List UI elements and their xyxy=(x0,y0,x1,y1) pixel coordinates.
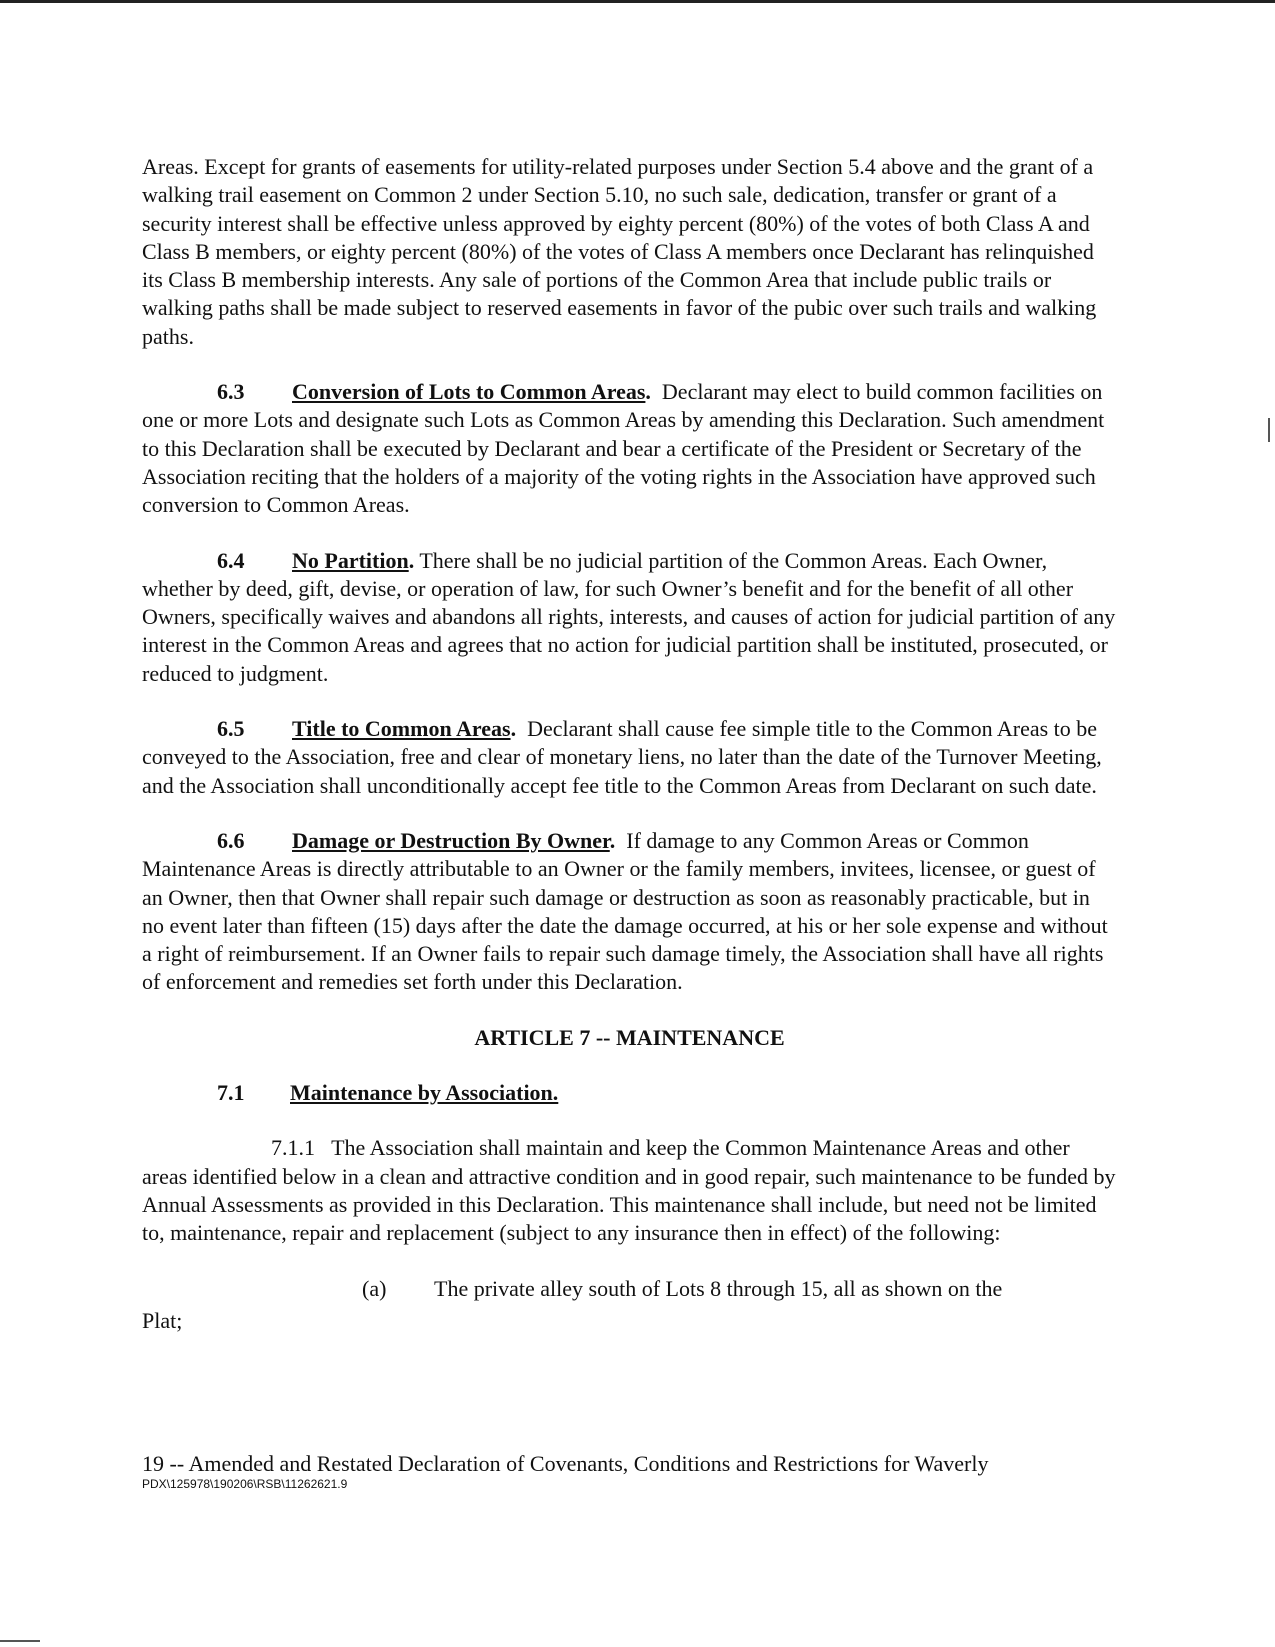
section-title: Conversion of Lots to Common Areas xyxy=(292,379,646,405)
section-6-6: 6.6 Damage or Destruction By Owner. If damage to any Common Areas or Common Maintenance Areas is directly attributable to an Owner or the family members, invitees, licensee, or guest of an Owner, then that Owner shall repair such damage or destruction as soon as reasonably practicable, but in no event later than fifteen (15) days after the date the damage occurred, at his or her sole expense and without a right of reimbursement. If an Owner fails to repair such damage timely, the Association shall have all rights of enforcement and remedies set forth under this Declaration. xyxy=(142,827,1108,995)
item-a-continuation: Plat; xyxy=(142,1307,183,1333)
section-title: Maintenance by Association. xyxy=(290,1080,559,1106)
section-body: Declarant shall cause fee simple title to the Common Areas to be conveyed to the Association, free and clear of monetary liens, no later than the date of the Turnover Meeting, and the Association shall unconditionally accept fee title to the Common Areas from Declarant on such date. xyxy=(142,716,1102,798)
section-number: 6.4 xyxy=(217,547,245,573)
item-a xyxy=(142,1275,1117,1303)
section-6-3: 6.3 Conversion of Lots to Common Areas. Declarant may elect to build common facilities on one or more Lots and designate such Lots as Common Areas by amending this Declaration. Such amendment to this Declaration shall be executed by Declarant and bear a certificate of the President or Secretary of the Association reciting that the holders of a majority of the voting rights in the Association have approved such conversion to Common Areas. xyxy=(142,379,1105,518)
article-heading: ARTICLE 7 -- MAINTENANCE xyxy=(474,1024,785,1050)
subsection-number: 7.1.1 xyxy=(271,1135,315,1161)
section-body: There shall be no judicial partition of the Common Areas. Each Owner, whether by deed, gift, devise, or operation of law, for such Owner’s benefit and for the benefit of all other Owners, specifically waives and abandons all rights, interests, and causes of action for judicial partition of any interest in the Common Areas and agrees that no action for judicial partition shall be instituted, prosecuted, or reduced to judgment. xyxy=(142,547,1116,686)
footer-document-id: PDX\125978\190206\RSB\11262621.9 xyxy=(142,1477,348,1491)
item-text: The private alley south of Lots 8 through 15, all as shown on the xyxy=(434,1275,1003,1301)
section-body: Declarant may elect to build common facilities on one or more Lots and designate such Lots as Common Areas by amending this Declaration. Such amendment to this Declaration shall be executed by Declarant and bear a certificate of the President or Secretary of the Association reciting that the holders of a majority of the voting rights in the Association have approved such conversion to Common Areas. xyxy=(142,379,1105,518)
document-page xyxy=(142,153,1117,1335)
intro-paragraph: Areas. Except for grants of easements for utility-related purposes under Section 5.4 above and the grant of a walking trail easement on Common 2 under Section 5.10, no such sale, dedication, transfer or grant of a security interest shall be effective unless approved by eighty percent (80%) of the votes of both Class A and Class B members, or eighty percent (80%) of the votes of Class A members once Declarant has relinquished its Class B membership interests. Any sale of portions of the Common Area that include public trails or walking paths shall be made subject to reserved easements in favor of the pubic over such trails and walking paths. xyxy=(142,154,1097,349)
subsection-body: The Association shall maintain and keep the Common Maintenance Areas and other areas identified below in a clean and attractive condition and in good repair, such maintenance to be funded by Annual Assessments as provided in this Declaration. This maintenance shall include, but need not be limited to, maintenance, repair and replacement (subject to any insurance then in effect) of the following: xyxy=(142,1135,1116,1246)
section-title: Title to Common Areas xyxy=(292,716,511,742)
section-title: No Partition xyxy=(292,547,409,573)
section-6-5: 6.5 Title to Common Areas. Declarant shall cause fee simple title to the Common Areas to be conveyed to the Association, free and clear of monetary liens, no later than the date of the Turnover Meeting, and the Association shall unconditionally accept fee title to the Common Areas from Declarant on such date. xyxy=(142,716,1102,798)
section-number: 7.1 xyxy=(217,1080,245,1106)
scan-edge-mark xyxy=(1268,418,1270,442)
footer-title: 19 -- Amended and Restated Declaration of Covenants, Conditions and Restrictions for Waverly xyxy=(142,1451,989,1476)
section-7-1-heading xyxy=(142,1079,1117,1107)
page-footer xyxy=(142,1451,1122,1491)
section-number: 6.5 xyxy=(217,716,245,742)
item-letter: (a) xyxy=(362,1275,387,1301)
section-number: 6.6 xyxy=(217,827,245,853)
section-6-4: 6.4 No Partition. There shall be no judicial partition of the Common Areas. Each Owner, whether by deed, gift, devise, or operation of law, for such Owner’s benefit and for the benefit of all other Owners, specifically waives and abandons all rights, interests, and causes of action for judicial partition of any interest in the Common Areas and agrees that no action for judicial partition shall be instituted, prosecuted, or reduced to judgment. xyxy=(142,547,1116,686)
section-number: 6.3 xyxy=(217,379,245,405)
section-7-1-1 xyxy=(142,1134,1117,1247)
section-title: Damage or Destruction By Owner xyxy=(292,827,610,853)
scan-corner-mark xyxy=(0,1640,40,1642)
section-body: If damage to any Common Areas or Common Maintenance Areas is directly attributable to an Owner or the family members, invitees, licensee, or guest of an Owner, then that Owner shall repair such damage or destruction as soon as reasonably practicable, but in no event later than fifteen (15) days after the date the damage occurred, at his or her sole expense and without a right of reimbursement. If an Owner fails to repair such damage timely, the Association shall have all rights of enforcement and remedies set forth under this Declaration. xyxy=(142,827,1108,995)
scan-top-edge xyxy=(0,0,1275,3)
